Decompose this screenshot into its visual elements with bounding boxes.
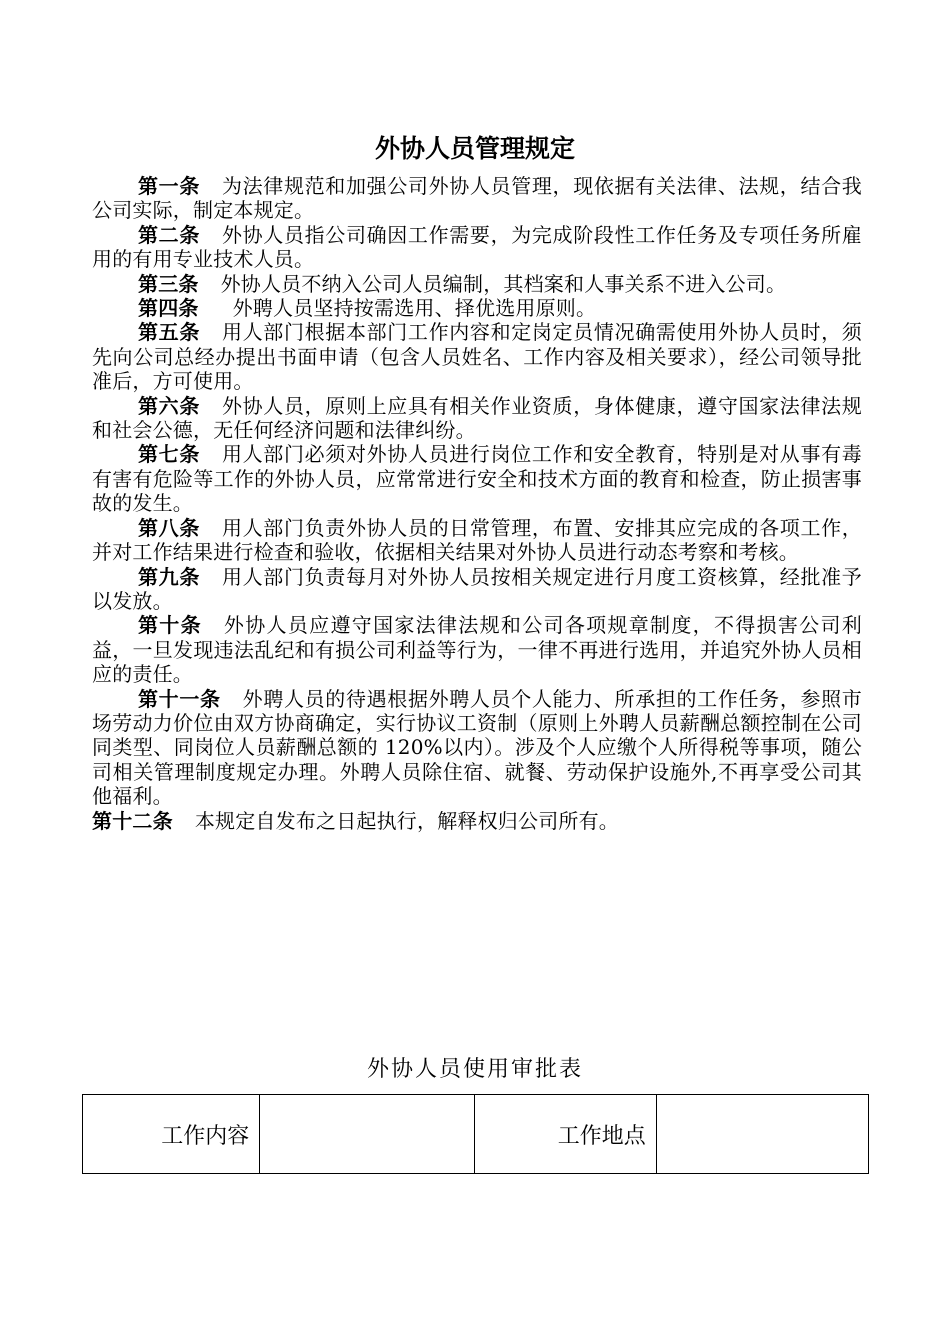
approval-form-table (82, 1094, 869, 1174)
article-head: 第十二条 (92, 808, 173, 833)
article-text: 用人部门必须对外协人员进行岗位工作和安全教育，特别是对从事有毒有害有危险等工作的外协人员，应常常进行安全和技术方面的教育和检查，防止损害事故的发生。 (92, 442, 862, 516)
article-10 (92, 613, 862, 686)
article-text: 用人部门负责每月对外协人员按相关规定进行月度工资核算，经批准予以发放。 (92, 564, 862, 613)
article-head: 第八条 (138, 515, 200, 540)
article-11 (92, 687, 862, 809)
article-6 (92, 394, 862, 443)
article-text: 用人部门根据本部门工作内容和定岗定员情况确需使用外协人员时，须先向公司总经办提出书面申请（包含人员姓名、工作内容及相关要求），经公司领导批准后，方可使用。 (92, 320, 862, 394)
article-head: 第七条 (138, 442, 200, 467)
article-9 (92, 565, 862, 614)
article-head: 第二条 (138, 222, 200, 247)
article-8 (92, 516, 862, 565)
article-head: 第五条 (138, 320, 200, 345)
article-12 (92, 809, 862, 833)
articles-list (92, 174, 862, 833)
article-text: 外聘人员坚持按需选用、择优选用原则。 (232, 296, 597, 321)
article-head: 第三条 (138, 271, 199, 296)
article-head: 第四条 (138, 296, 199, 321)
work-location-label: 工作地点 (475, 1095, 656, 1174)
article-7 (92, 442, 862, 515)
article-text: 用人部门负责外协人员的日常管理，布置、安排其应完成的各项工作，并对工作结果进行检查和验收，依据相关结果对外协人员进行动态考察和考核。 (92, 515, 862, 565)
table-row (83, 1095, 869, 1174)
document-title: 外协人员管理规定 (374, 134, 575, 163)
article-2 (92, 223, 862, 272)
article-head: 第六条 (138, 393, 200, 418)
article-5 (92, 320, 862, 393)
article-head: 第一条 (138, 174, 200, 198)
article-3 (92, 272, 862, 296)
article-text: 外协人员，原则上应具有相关作业资质，身体健康，遵守国家法律法规和社会公德，无任何经济问题和法律纠纷。 (92, 393, 862, 443)
article-4 (92, 296, 862, 320)
article-text: 为法律规范和加强公司外协人员管理，现依据有关法律、法规，结合我公司实际，制定本规定。 (92, 174, 862, 223)
work-content-cell[interactable] (260, 1095, 475, 1174)
article-head: 第九条 (138, 564, 200, 589)
work-location-cell[interactable] (656, 1095, 868, 1174)
article-text: 外协人员指公司确因工作需要，为完成阶段性工作任务及专项任务所雇用的有用专业技术人员。 (92, 222, 862, 272)
article-text: 外协人员应遵守国家法律法规和公司各项规章制度，不得损害公司利益，一旦发现违法乱纪和有损公司利益等行为，一律不再进行选用，并追究外协人员相应的责任。 (92, 613, 862, 687)
article-head: 第十一条 (138, 686, 221, 711)
form-title: 外协人员使用审批表 (366, 1057, 583, 1082)
article-text: 外协人员不纳入公司人员编制，其档案和人事关系不进入公司。 (220, 271, 787, 296)
article-head: 第十条 (138, 613, 202, 638)
work-content-label: 工作内容 (83, 1095, 260, 1174)
article-text: 本规定自发布之日起执行，解释权归公司所有。 (194, 808, 620, 833)
article-text: 外聘人员的待遇根据外聘人员个人能力、所承担的工作任务，参照市场劳动力价位由双方协商确定，实行协议工资制（原则上外聘人员薪酬总额控制在公司同类型、同岗位人员薪酬总额的 120%以内）。涉及个人应缴个人所得税等事项，随公司相关管理制度规定办理。外聘人员除住宿、就餐、劳动保护设施外,不再享受公司其他福利。 (92, 686, 863, 809)
article-1 (92, 174, 862, 223)
